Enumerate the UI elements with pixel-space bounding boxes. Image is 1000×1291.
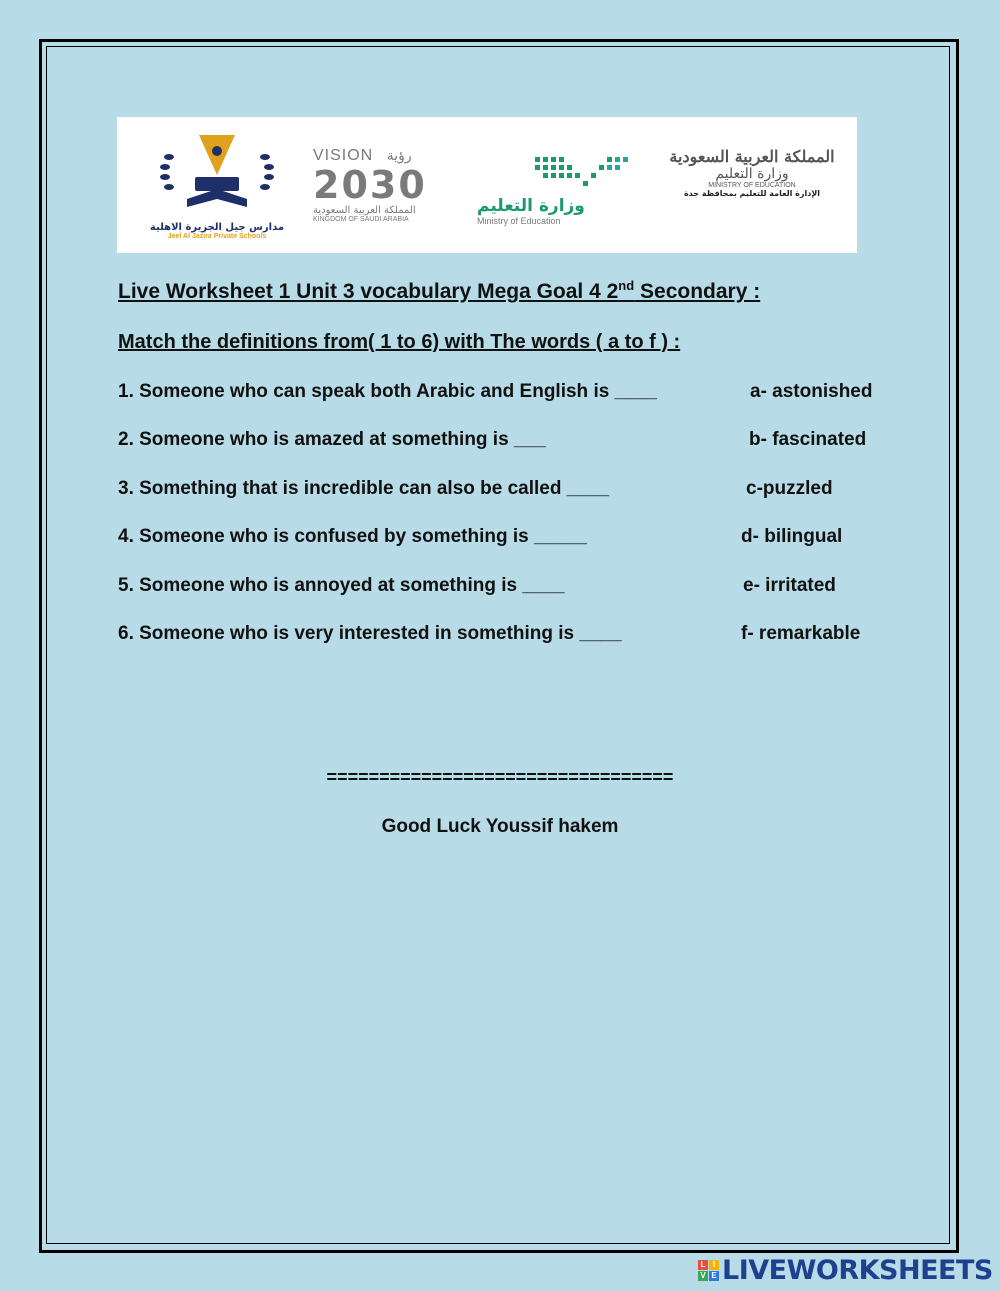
moe-arabic-name: وزارة التعليم [477,196,585,216]
instruction-text: Match the definitions from( 1 to 6) with The words ( a to f ) : [118,331,681,353]
moe-dots-icon [477,153,647,191]
brand-tile: I [709,1260,719,1270]
divider-line: ================================= [326,767,674,787]
logo-banner [117,117,857,253]
brand-tile: E [709,1271,719,1281]
vision-kingdom-arabic: المملكة العربية السعودية [313,205,416,216]
liveworksheets-logo-icon [698,1260,719,1281]
ksa-ministry-english: MINISTRY OF EDUCATION [708,182,796,189]
school-emblem-icon [147,127,287,217]
liveworksheets-brand[interactable] [698,1255,993,1285]
brand-tile: V [698,1271,708,1281]
ksa-calligraphy-ministry: وزارة التعليم [715,166,789,182]
moe-english-name: Ministry of Education [477,216,561,226]
definition-item: 1. Someone who can speak both Arabic and English is ____ [118,381,657,402]
definition-item: 5. Someone who is annoyed at something is ____ [118,575,565,596]
word-option: c-puzzled [746,478,833,499]
word-option: b- fascinated [749,429,867,450]
word-option: e- irritated [743,575,836,596]
title-text: Live Worksheet 1 Unit 3 vocabulary Mega Goal 4 2 [118,280,619,303]
vision-arabic-word: رؤية [386,148,412,164]
vision-kingdom-english: KINGDOM OF SAUDI ARABIA [313,216,409,223]
definition-item: 4. Someone who is confused by something is _____ [118,526,587,547]
vision-word: VISION [313,147,374,164]
ksa-directorate-arabic: الإدارة العامة للتعليم بمحافظة جدة [683,189,821,198]
definition-item: 6. Someone who is very interested in something is ____ [118,623,622,644]
word-option: d- bilingual [741,526,843,547]
signoff-text: Good Luck Youssif hakem [381,816,619,837]
title-superscript: nd [618,278,635,293]
definition-item: 3. Something that is incredible can also be called ____ [118,478,610,499]
worksheet-title [118,278,760,304]
title-suffix: Secondary : [634,280,761,303]
school-logo [147,127,287,245]
school-name-arabic: مدارس جيل الجزيرة الاهلية [149,222,285,233]
school-name-english: Jeel Al Jazira Private Schools [167,233,267,240]
vision-year: 2030 [313,163,427,207]
brand-tile: L [698,1260,708,1270]
vision-2030-logo [313,147,453,237]
definition-item: 2. Someone who is amazed at something is ___ [118,429,546,450]
word-option: a- astonished [750,381,873,402]
ksa-ministry-logo [662,147,842,237]
ksa-calligraphy-title: المملكة العربية السعودية [669,147,835,166]
liveworksheets-wordmark: LIVEWORKSHEETS [722,1254,993,1286]
ministry-of-education-logo [477,153,647,239]
word-option: f- remarkable [741,623,861,644]
